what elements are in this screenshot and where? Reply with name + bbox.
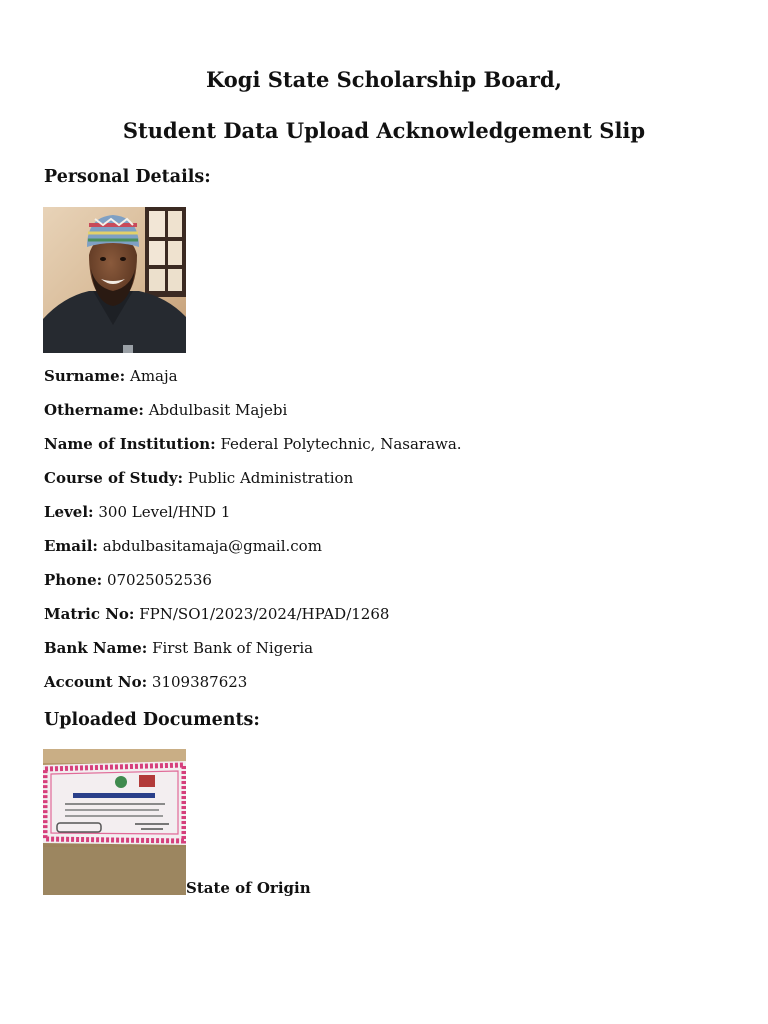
matric-label: Matric No:	[44, 605, 135, 623]
othername-value: Abdulbasit Majebi	[148, 401, 288, 419]
phone-field	[44, 570, 212, 590]
bank-name-label: Bank Name:	[44, 639, 148, 657]
course-field	[44, 468, 353, 488]
phone-value: 07025052536	[106, 571, 212, 589]
surname-field	[44, 366, 178, 386]
bank-name-field	[44, 638, 313, 658]
state-of-origin-document-image	[43, 749, 186, 895]
phone-label: Phone:	[44, 571, 103, 589]
state-of-origin-caption: State of Origin	[186, 879, 311, 897]
institution-label: Name of Institution:	[44, 435, 216, 453]
course-label: Course of Study:	[44, 469, 184, 487]
personal-details-heading: Personal Details:	[44, 167, 211, 187]
institution-field	[44, 434, 462, 454]
othername-field	[44, 400, 287, 420]
email-label: Email:	[44, 537, 98, 555]
level-field	[44, 502, 230, 522]
page-title: Kogi State Scholarship Board,	[206, 67, 562, 92]
page-subtitle: Student Data Upload Acknowledgement Slip	[122, 118, 646, 143]
institution-value: Federal Polytechnic, Nasarawa.	[220, 435, 462, 453]
email-field	[44, 536, 322, 556]
matric-value: FPN/SO1/2023/2024/HPAD/1268	[139, 605, 390, 623]
account-no-value: 3109387623	[151, 673, 248, 691]
course-value: Public Administration	[187, 469, 354, 487]
email-value: abdulbasitamaja@gmail.com	[102, 537, 322, 555]
surname-value: Amaja	[130, 367, 178, 385]
othername-label: Othername:	[44, 401, 144, 419]
account-no-label: Account No:	[44, 673, 148, 691]
account-no-field	[44, 672, 247, 692]
matric-field	[44, 604, 389, 624]
uploaded-documents-heading: Uploaded Documents:	[44, 710, 260, 730]
student-passport-photo	[43, 207, 186, 353]
level-label: Level:	[44, 503, 94, 521]
level-value: 300 Level/HND 1	[98, 503, 231, 521]
bank-name-value: First Bank of Nigeria	[152, 639, 314, 657]
surname-label: Surname:	[44, 367, 126, 385]
